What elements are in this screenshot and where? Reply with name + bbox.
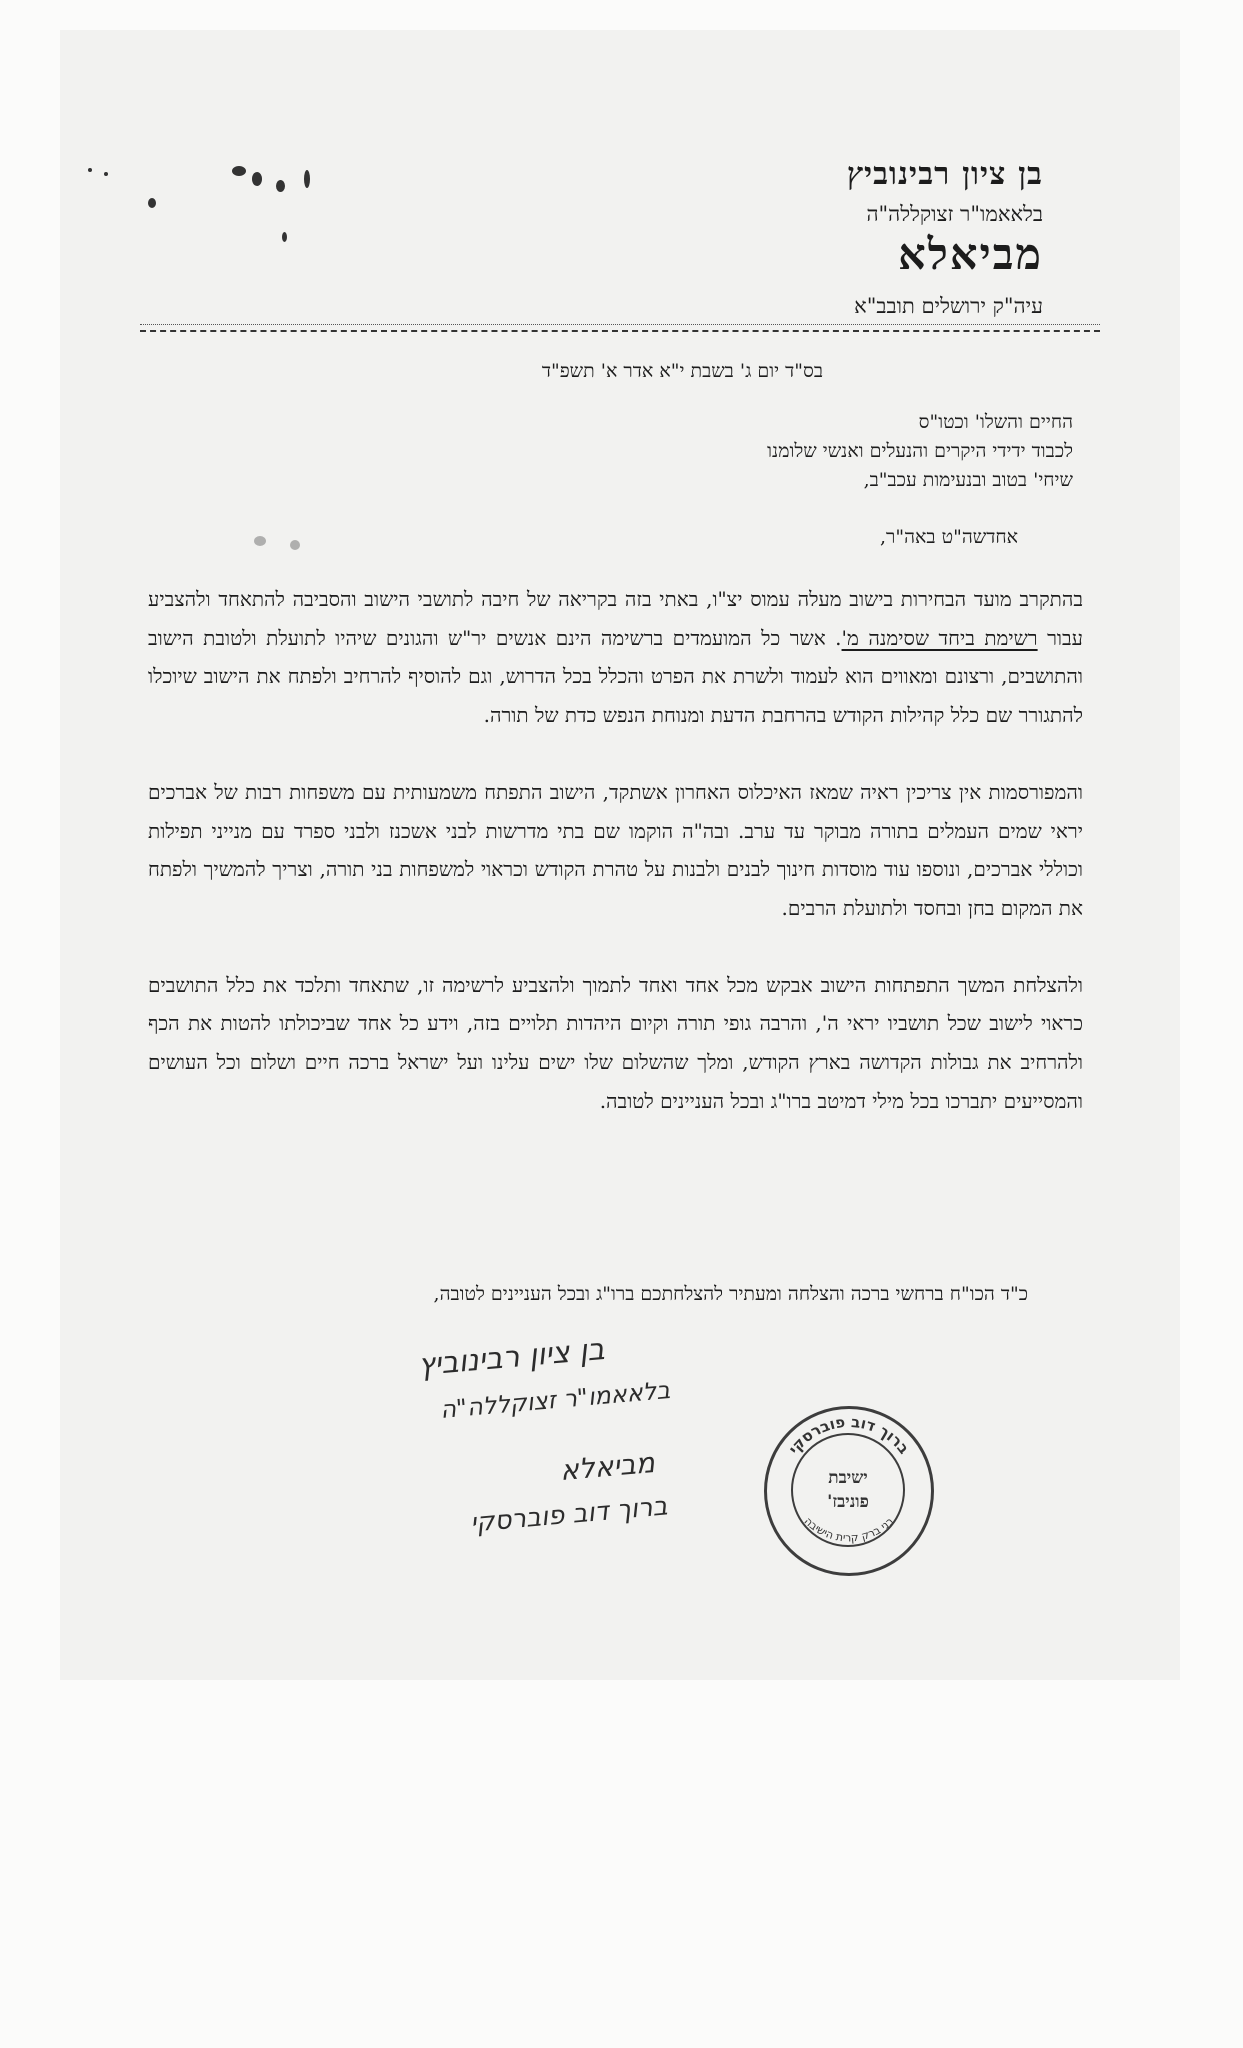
stamp-center-line: פוניבז' [827,1492,869,1512]
letterhead [847,155,1043,321]
salutation-line: שיחי' בטוב ובנעימות עכב"ב, [863,469,1073,491]
letter-body [148,580,1083,1158]
closing-line: כ"ד הכו"ח ברחשי ברכה והצלחה ומעתיר להצלחתכם ברו"ג ובכל העניינים לטובה, [433,1283,1028,1305]
paragraph-2: והמפורסמות אין צריכין ראיה שמאז האיכלוס האחרון אשתקד, הישוב התפתח משמעותית עם משפחות רבות של אברכים יראי שמים העמלים בתורה מבוקר עד ערב. ובה"ה הוקמו שם בתי מדרשות לבני אשכנז ולבני ספרד עם מנייני תפילות וכוללי אברכים, ונוספו עוד מוסדות חינוך לבנים ולבנות על טהרת הקודש וכראוי למשפחות בני תורה, וצריך להמשיך ולפתח את המקום בחן ובחסד ולתועלת הרבים. [148,779,1083,920]
letterhead-subtitle: בלאאמו"ר זצוקללה"ה [866,202,1043,226]
letterhead-name: בן ציון רבינוביץ [846,156,1043,192]
paragraph-1 [148,580,1083,735]
handwritten-signature: בלאאמו"ר זצוקללה"ה [439,1376,672,1424]
letterhead-divider [140,330,1100,332]
date-line: בס"ד יום ג' בשבת י"א אדר א' תשפ"ד [541,360,823,382]
rubber-stamp [764,1406,934,1576]
scan-speck [104,172,108,176]
scan-speck [148,198,156,208]
paragraph-3: ולהצלחת המשך התפתחות הישוב אבקש מכל אחד ואחד לתמוך ולהצביע לרשימה זו, שתאחד ותלכד את כלל התושבים כראוי לישוב שכל תושביו יראי ה', והרבה גופי תורה וקיום היהדות תלויים בזה, וידע כל אחד שביכולתו להטות את הכף ולהרחיב את גבולות הקדושה בארץ הקודש, ומלך שהשלום שלו ישים עלינו ועל ישראל ברכה חיים ושלום וכל העושים והמסייעים יתברכו בכל מילי דמיטב ברו"ג ובכל העניינים לטובה. [148,972,1083,1113]
scan-speck [276,180,285,192]
salutation-block [473,408,1073,495]
handwritten-signature: מביאלא [558,1445,657,1488]
scan-speck [290,540,300,550]
paragraph-1-text-a: בהתקרב מועד הבחירות בישוב מעלה עמוס יצ"ו, באתי בזה בקריאה של חיבה לתושבי הישוב והסביבה להתאחד ולהצביע עבור [148,587,1083,650]
greeting: אחדשה"ט באה"ר, [879,526,1018,548]
paragraph-1-text-b: . אשר כל המועמדים ברשימה הינם אנשים יר"ש והגונים שיהיו לתועלת ולטובת הישוב והתושבים, ורצונם ומאווים הוא לעמוד ולשרת את הפרט והכלל בכל הדרוש, וגם להוסיף להרחיב ולפתח את הישוב שיוכלו להתגורר שם כלל קהילות הקודש בהרחבת הדעת ומנוחת הנפש כדת של תורה. [148,625,1083,728]
handwritten-signature: בן ציון רבינוביץ [416,1331,607,1384]
scan-speck [232,166,246,176]
scan-speck [282,232,287,242]
stamp-ring-bottom-text: בני ברק קרית הישיבה [801,1514,897,1545]
scan-speck [252,172,262,186]
scan-speck [254,536,266,546]
stamp-center [791,1433,905,1547]
scan-speck [304,170,310,188]
scan-speck [88,168,92,172]
salutation-line: לכבוד ידידי היקרים והנעלים ואנשי שלומנו [767,440,1073,462]
letterhead-city: עיה"ק ירושלים תובב"א [854,294,1043,318]
stamp-center-line: ישיבת [828,1468,868,1488]
letterhead-place: מביאלא [898,230,1043,280]
list-name-underlined: רשימת ביחד שסימנה מ' [841,625,1038,650]
letterhead-divider-thin [140,324,1100,325]
stamp-ring-top-text: ברוך דוב פוברסקי [784,1412,914,1458]
handwritten-signature: ברוך דוב פוברסקי [469,1491,669,1539]
salutation-line: החיים והשלו' וכטו"ס [918,411,1073,433]
